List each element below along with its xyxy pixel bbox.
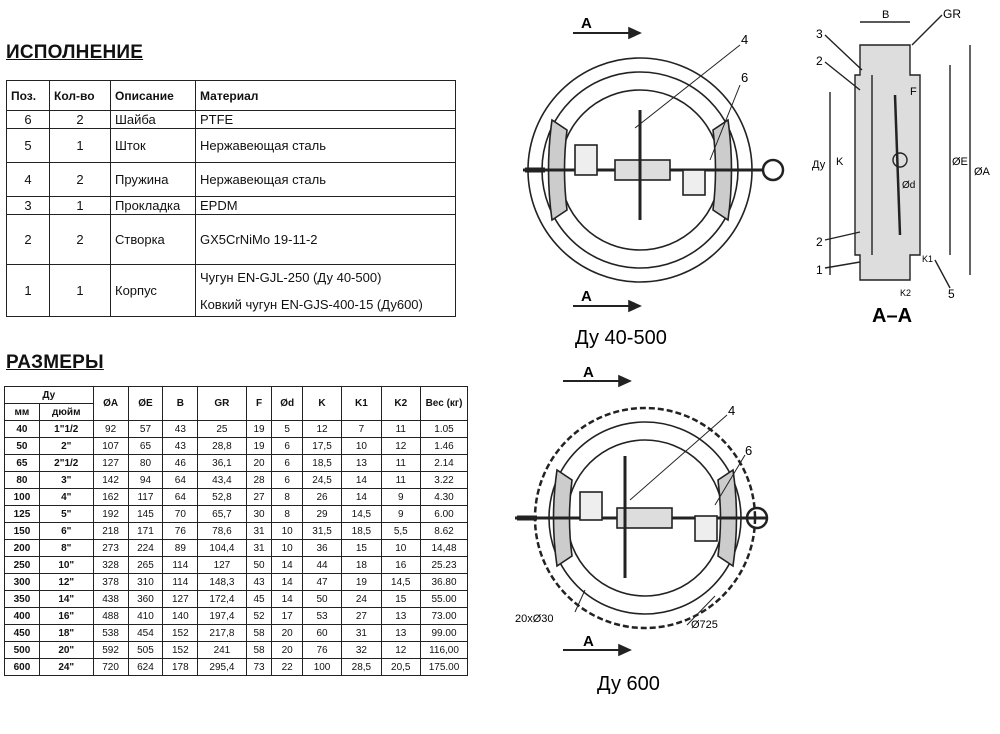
dims-cell: 310: [128, 574, 163, 591]
dims-cell: 18: [342, 557, 381, 574]
dims-cell: 117: [128, 489, 163, 506]
dims-row: [5, 438, 468, 455]
col-k: K: [302, 387, 341, 421]
dims-cell: 89: [163, 540, 198, 557]
spec-cell-mat: Нержавеющая сталь: [196, 163, 456, 197]
dims-cell: 60: [302, 625, 341, 642]
dims-cell: 11: [381, 421, 420, 438]
dims-row: [5, 608, 468, 625]
col-f: F: [246, 387, 272, 421]
dims-cell: 127: [93, 455, 128, 472]
dims-cell: 57: [128, 421, 163, 438]
dims-cell: 140: [163, 608, 198, 625]
dims-cell: 538: [93, 625, 128, 642]
dims-cell: 152: [163, 642, 198, 659]
dims-cell: 25: [198, 421, 246, 438]
col-mm: мм: [5, 404, 40, 421]
dims-cell: 14,5: [381, 574, 420, 591]
dims-cell: 500: [5, 642, 40, 659]
sec-label-K2: K2: [900, 288, 912, 298]
spec-material-line: Ковкий чугун EN-GJS-400-15 (Ду600): [200, 296, 423, 312]
dims-cell: 2"1/2: [39, 455, 93, 472]
dims-cell: 53: [302, 608, 341, 625]
caption-du600: Ду 600: [597, 673, 660, 695]
dims-cell: 9: [381, 506, 420, 523]
spec-header-row: [7, 81, 456, 111]
section-mark-top: A: [581, 15, 592, 32]
dims-cell: 11: [381, 455, 420, 472]
dims-cell: 19: [246, 438, 272, 455]
sec-label-1: 1: [816, 263, 823, 277]
spec-cell-pos: 1: [7, 265, 50, 317]
dims-row: [5, 506, 468, 523]
dims-cell: 22: [272, 659, 302, 676]
caption-du40-500: Ду 40-500: [575, 327, 667, 349]
drawing-section-aa: [800, 0, 998, 330]
du-header: Ду: [5, 387, 94, 404]
col-weight: Вес (кг): [421, 387, 468, 421]
dims-row: [5, 642, 468, 659]
col-desc: Описание: [111, 81, 196, 111]
spec-cell-desc: Прокладка: [111, 197, 196, 215]
dims-cell: 9: [381, 489, 420, 506]
dims-cell: 76: [302, 642, 341, 659]
dims-row: [5, 540, 468, 557]
dims-cell: 114: [163, 574, 198, 591]
dims-cell: 43,4: [198, 472, 246, 489]
dims-cell: 43: [163, 421, 198, 438]
callout-4: 4: [741, 32, 749, 47]
dims-cell: 3.22: [421, 472, 468, 489]
dims-row: [5, 625, 468, 642]
dims-row: [5, 455, 468, 472]
dims-cell: 12: [302, 421, 341, 438]
spec-row: [7, 215, 456, 265]
spec-cell-mat: GX5CrNiMo 19-11-2: [196, 215, 456, 265]
dims-row: [5, 591, 468, 608]
dims-cell: 28,5: [342, 659, 381, 676]
dims-cell: 29: [302, 506, 341, 523]
dims-cell: 12: [381, 438, 420, 455]
dims-cell: 36,1: [198, 455, 246, 472]
dims-cell: 20": [39, 642, 93, 659]
sec-label-OA: ØA: [974, 166, 990, 178]
dims-cell: 19: [342, 574, 381, 591]
sec-label-OE: ØE: [952, 156, 968, 168]
dims-cell: 6": [39, 523, 93, 540]
dims-cell: 73: [246, 659, 272, 676]
col-k1: K1: [342, 387, 381, 421]
dims-cell: 24,5: [302, 472, 341, 489]
spec-cell-pos: 3: [7, 197, 50, 215]
sec-label-Od: Ød: [902, 180, 916, 191]
section-mark-bottom-600: A: [583, 633, 594, 650]
dims-cell: 43: [163, 438, 198, 455]
spec-cell-mat: Нержавеющая сталь: [196, 129, 456, 163]
dims-cell: 19: [246, 421, 272, 438]
dims-cell: 28,8: [198, 438, 246, 455]
dims-cell: 145: [128, 506, 163, 523]
dims-cell: 250: [5, 557, 40, 574]
dims-cell: 52: [246, 608, 272, 625]
dims-cell: 104,4: [198, 540, 246, 557]
dims-cell: 5": [39, 506, 93, 523]
dims-cell: 65: [5, 455, 40, 472]
dims-cell: 78,6: [198, 523, 246, 540]
dims-cell: 171: [128, 523, 163, 540]
dims-cell: 14": [39, 591, 93, 608]
spec-cell-pos: 5: [7, 129, 50, 163]
dims-cell: 14: [342, 472, 381, 489]
sec-label-2b: 2: [816, 235, 823, 249]
dims-cell: 50: [302, 591, 341, 608]
dims-cell: 224: [128, 540, 163, 557]
dims-cell: 18": [39, 625, 93, 642]
dims-cell: 6: [272, 438, 302, 455]
dims-cell: 100: [302, 659, 341, 676]
dims-row: [5, 523, 468, 540]
dims-cell: 13: [381, 625, 420, 642]
dims-cell: 197,4: [198, 608, 246, 625]
dims-cell: 107: [93, 438, 128, 455]
col-k2: K2: [381, 387, 420, 421]
section-mark-bottom: A: [581, 288, 592, 305]
dims-cell: 16": [39, 608, 93, 625]
dims-cell: 265: [128, 557, 163, 574]
spec-cell-desc: Корпус: [111, 265, 196, 317]
dims-header-row: [5, 387, 468, 404]
dims-cell: 152: [163, 625, 198, 642]
col-b: B: [163, 387, 198, 421]
dims-cell: 6: [272, 455, 302, 472]
dims-cell: 76: [163, 523, 198, 540]
dims-cell: 10": [39, 557, 93, 574]
spec-cell-qty: 1: [50, 197, 111, 215]
sec-label-F: F: [910, 86, 917, 98]
dims-cell: 192: [93, 506, 128, 523]
dims-cell: 241: [198, 642, 246, 659]
dims-row: [5, 472, 468, 489]
dims-cell: 6.00: [421, 506, 468, 523]
dims-cell: 31: [246, 523, 272, 540]
dims-cell: 36.80: [421, 574, 468, 591]
dims-cell: 13: [342, 455, 381, 472]
dims-cell: 18,5: [302, 455, 341, 472]
dims-cell: 10: [381, 540, 420, 557]
dims-cell: 438: [93, 591, 128, 608]
dims-cell: 217,8: [198, 625, 246, 642]
callout-4-600: 4: [728, 403, 736, 418]
dims-cell: 58: [246, 625, 272, 642]
dims-cell: 65: [128, 438, 163, 455]
dims-cell: 27: [342, 608, 381, 625]
spec-row: [7, 163, 456, 197]
dims-cell: 454: [128, 625, 163, 642]
dims-cell: 64: [163, 472, 198, 489]
dims-cell: 50: [5, 438, 40, 455]
dims-cell: 162: [93, 489, 128, 506]
dims-cell: 172,4: [198, 591, 246, 608]
dims-cell: 17: [272, 608, 302, 625]
dims-cell: 46: [163, 455, 198, 472]
dims-cell: 99.00: [421, 625, 468, 642]
dims-cell: 27: [246, 489, 272, 506]
dims-cell: 100: [5, 489, 40, 506]
dims-cell: 175.00: [421, 659, 468, 676]
spec-cell-mat: [196, 265, 456, 317]
dims-cell: 14: [272, 557, 302, 574]
dims-title: РАЗМЕРЫ: [6, 352, 104, 373]
dims-cell: 720: [93, 659, 128, 676]
sec-label-2a: 2: [816, 54, 823, 68]
dims-cell: 32: [342, 642, 381, 659]
dims-cell: 2": [39, 438, 93, 455]
dims-cell: 10: [272, 523, 302, 540]
dims-cell: 43: [246, 574, 272, 591]
sec-label-Du: Ду: [812, 159, 826, 171]
spec-cell-qty: 2: [50, 111, 111, 129]
col-gr: GR: [198, 387, 246, 421]
spec-cell-desc: Шток: [111, 129, 196, 163]
sec-label-B: B: [882, 9, 890, 21]
dims-cell: 300: [5, 574, 40, 591]
dims-cell: 14: [342, 489, 381, 506]
dims-cell: 295,4: [198, 659, 246, 676]
dims-cell: 8: [272, 489, 302, 506]
dims-cell: 218: [93, 523, 128, 540]
col-pos: Поз.: [7, 81, 50, 111]
dims-cell: 52,8: [198, 489, 246, 506]
dims-cell: 47: [302, 574, 341, 591]
dims-cell: 8: [272, 506, 302, 523]
dims-cell: 15: [381, 591, 420, 608]
dims-cell: 400: [5, 608, 40, 625]
dims-row: [5, 489, 468, 506]
spec-cell-desc: Шайба: [111, 111, 196, 129]
dims-cell: 600: [5, 659, 40, 676]
sec-label-K1: K1: [922, 254, 934, 264]
dims-cell: 70: [163, 506, 198, 523]
callout-6: 6: [741, 70, 749, 85]
dims-cell: 1.05: [421, 421, 468, 438]
spec-cell-pos: 2: [7, 215, 50, 265]
dims-cell: 30: [246, 506, 272, 523]
col-od: Ød: [272, 387, 302, 421]
dims-cell: 200: [5, 540, 40, 557]
dims-cell: 40: [5, 421, 40, 438]
dims-cell: 12": [39, 574, 93, 591]
dims-table: [4, 386, 468, 676]
dims-cell: 488: [93, 608, 128, 625]
dims-cell: 14,48: [421, 540, 468, 557]
dims-cell: 80: [128, 455, 163, 472]
spec-row: [7, 129, 456, 163]
dims-cell: 14,5: [342, 506, 381, 523]
dims-cell: 17,5: [302, 438, 341, 455]
spec-cell-pos: 6: [7, 111, 50, 129]
spec-cell-qty: 1: [50, 129, 111, 163]
dims-cell: 16: [381, 557, 420, 574]
spec-material-line: Чугун EN-GJL-250 (Ду 40-500): [200, 269, 382, 285]
dims-cell: 178: [163, 659, 198, 676]
col-oe: ØE: [128, 387, 163, 421]
sec-label-5: 5: [948, 287, 955, 301]
dims-row: [5, 659, 468, 676]
dims-cell: 24: [342, 591, 381, 608]
dims-row: [5, 557, 468, 574]
dims-cell: 114: [163, 557, 198, 574]
caption-section-aa: A–A: [872, 305, 913, 327]
section-mark-top-600: A: [583, 364, 594, 381]
dims-cell: 80: [5, 472, 40, 489]
dims-cell: 36: [302, 540, 341, 557]
holes-note: 20xØ30: [515, 613, 554, 625]
dims-cell: 592: [93, 642, 128, 659]
dims-cell: 45: [246, 591, 272, 608]
spec-cell-qty: 2: [50, 215, 111, 265]
spec-row: [7, 111, 456, 129]
dims-cell: 273: [93, 540, 128, 557]
dims-cell: 20: [272, 625, 302, 642]
dims-cell: 8": [39, 540, 93, 557]
dims-cell: 12: [381, 642, 420, 659]
dims-cell: 1.46: [421, 438, 468, 455]
dims-cell: 450: [5, 625, 40, 642]
dims-row: [5, 421, 468, 438]
spec-row: [7, 265, 456, 317]
dims-cell: 92: [93, 421, 128, 438]
dims-cell: 14: [272, 574, 302, 591]
sec-label-GR: GR: [943, 7, 961, 21]
spec-cell-desc: Пружина: [111, 163, 196, 197]
spec-cell-qty: 2: [50, 163, 111, 197]
drawing-du600: [505, 360, 795, 700]
sec-label-K: K: [836, 156, 844, 168]
dims-cell: 127: [198, 557, 246, 574]
spec-table: [6, 80, 456, 317]
dims-cell: 50: [246, 557, 272, 574]
dims-cell: 6: [272, 472, 302, 489]
dims-cell: 125: [5, 506, 40, 523]
spec-cell-mat: PTFE: [196, 111, 456, 129]
dims-cell: 7: [342, 421, 381, 438]
dims-cell: 73.00: [421, 608, 468, 625]
dims-cell: 58: [246, 642, 272, 659]
dims-cell: 24": [39, 659, 93, 676]
dims-cell: 31: [342, 625, 381, 642]
dims-cell: 18,5: [342, 523, 381, 540]
dims-cell: 26: [302, 489, 341, 506]
callout-6-600: 6: [745, 443, 753, 458]
dims-cell: 624: [128, 659, 163, 676]
dims-cell: 13: [381, 608, 420, 625]
dims-cell: 11: [381, 472, 420, 489]
dims-cell: 8.62: [421, 523, 468, 540]
dims-cell: 116,00: [421, 642, 468, 659]
dims-cell: 1"1/2: [39, 421, 93, 438]
dims-cell: 142: [93, 472, 128, 489]
col-oa: ØA: [93, 387, 128, 421]
dims-cell: 31: [246, 540, 272, 557]
dims-cell: 28: [246, 472, 272, 489]
dims-cell: 4.30: [421, 489, 468, 506]
dims-cell: 150: [5, 523, 40, 540]
spec-cell-mat: EPDM: [196, 197, 456, 215]
dims-cell: 20: [272, 642, 302, 659]
dims-cell: 20: [246, 455, 272, 472]
dims-cell: 5: [272, 421, 302, 438]
spec-row: [7, 197, 456, 215]
dims-cell: 14: [272, 591, 302, 608]
dims-cell: 148,3: [198, 574, 246, 591]
dims-cell: 5,5: [381, 523, 420, 540]
dims-cell: 20,5: [381, 659, 420, 676]
dims-cell: 94: [128, 472, 163, 489]
dims-cell: 350: [5, 591, 40, 608]
dims-cell: 3": [39, 472, 93, 489]
spec-title: ИСПОЛНЕНИЕ: [6, 42, 144, 63]
dims-cell: 2.14: [421, 455, 468, 472]
spec-cell-pos: 4: [7, 163, 50, 197]
dims-cell: 127: [163, 591, 198, 608]
spec-cell-desc: Створка: [111, 215, 196, 265]
dims-cell: 10: [342, 438, 381, 455]
drawing-du40-500: [515, 10, 795, 350]
dims-cell: 15: [342, 540, 381, 557]
dims-cell: 4": [39, 489, 93, 506]
dims-cell: 31,5: [302, 523, 341, 540]
dims-cell: 360: [128, 591, 163, 608]
dims-cell: 10: [272, 540, 302, 557]
dims-cell: 328: [93, 557, 128, 574]
dims-cell: 25.23: [421, 557, 468, 574]
col-qty: Кол-во: [50, 81, 111, 111]
dims-cell: 55.00: [421, 591, 468, 608]
circle-note: Ø725: [691, 619, 718, 631]
dims-cell: 64: [163, 489, 198, 506]
col-inch: дюйм: [39, 404, 93, 421]
col-mat: Материал: [196, 81, 456, 111]
dims-cell: 505: [128, 642, 163, 659]
dims-cell: 65,7: [198, 506, 246, 523]
sec-label-3: 3: [816, 27, 823, 41]
dims-row: [5, 574, 468, 591]
spec-cell-qty: 1: [50, 265, 111, 317]
dims-cell: 44: [302, 557, 341, 574]
dims-cell: 378: [93, 574, 128, 591]
dims-cell: 410: [128, 608, 163, 625]
